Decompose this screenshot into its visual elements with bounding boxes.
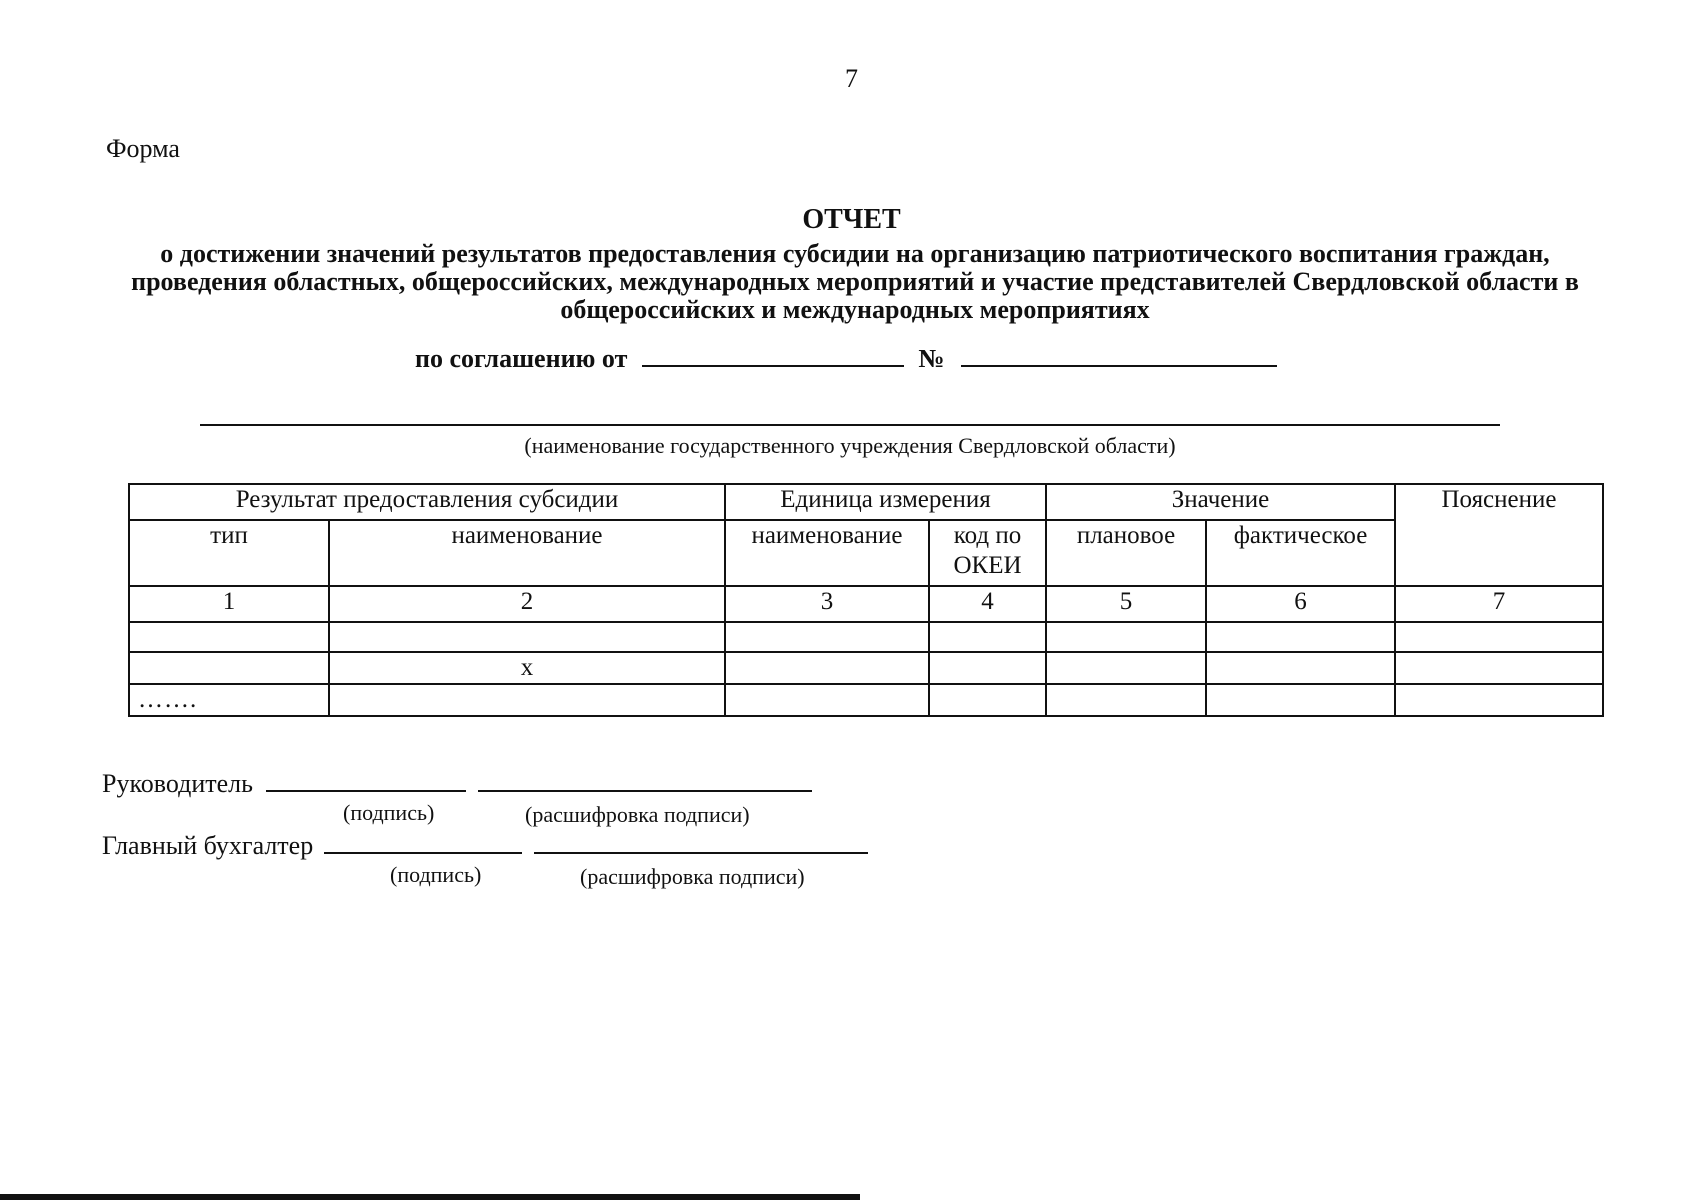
- header-okei: код по ОКЕИ: [929, 520, 1046, 586]
- column-number: 1: [129, 586, 329, 622]
- header-name: наименование: [329, 520, 725, 586]
- table-cell[interactable]: [1206, 652, 1395, 684]
- column-number: 2: [329, 586, 725, 622]
- table-cell[interactable]: [725, 652, 929, 684]
- column-number: 6: [1206, 586, 1395, 622]
- header-explanation: Пояснение: [1395, 484, 1603, 586]
- header-value: Значение: [1046, 484, 1395, 520]
- header-actual: фактическое: [1206, 520, 1395, 586]
- agreement-number-sign: №: [918, 344, 945, 373]
- agreement-prefix: по соглашению от: [415, 344, 628, 373]
- table-cell[interactable]: [1395, 622, 1603, 652]
- agreement-line: [415, 344, 1277, 374]
- table-row: [129, 652, 1603, 684]
- organization-name-field[interactable]: [200, 424, 1500, 426]
- header-type: тип: [129, 520, 329, 586]
- accountant-label: Главный бухгалтер: [102, 831, 314, 860]
- scan-edge-bar: [0, 1194, 860, 1200]
- report-table: [128, 483, 1604, 717]
- accountant-decoding-caption: (расшифровка подписи): [580, 864, 805, 889]
- accountant-signature-field[interactable]: [324, 830, 522, 854]
- table-cell[interactable]: [725, 622, 929, 652]
- table-row: [129, 622, 1603, 652]
- table-cell[interactable]: [1206, 684, 1395, 716]
- accountant-signature-caption: (подпись): [390, 862, 482, 887]
- accountant-decoding-field[interactable]: [534, 830, 868, 854]
- column-number: 4: [929, 586, 1046, 622]
- report-title: ОТЧЕТ: [802, 204, 901, 235]
- agreement-number-field[interactable]: [961, 345, 1277, 367]
- header-planned: плановое: [1046, 520, 1206, 586]
- column-number: 3: [725, 586, 929, 622]
- table-cell[interactable]: [929, 684, 1046, 716]
- table-cell[interactable]: х: [329, 652, 725, 684]
- table-cell[interactable]: [129, 652, 329, 684]
- form-label: Форма: [106, 134, 180, 163]
- head-label: Руководитель: [102, 769, 253, 798]
- column-number: 5: [1046, 586, 1206, 622]
- table-cell[interactable]: [1395, 684, 1603, 716]
- header-unit-name: наименование: [725, 520, 929, 586]
- head-decoding-field[interactable]: [478, 768, 812, 792]
- table-cell[interactable]: [1046, 684, 1206, 716]
- table-cell[interactable]: [329, 684, 725, 716]
- table-cell[interactable]: [329, 622, 725, 652]
- organization-caption: (наименование государственного учреждения Свердловской области): [524, 433, 1176, 458]
- table-cell[interactable]: [929, 622, 1046, 652]
- table-cell[interactable]: [725, 684, 929, 716]
- table-row: [129, 684, 1603, 716]
- head-signature-caption: (подпись): [343, 800, 435, 825]
- column-number: 7: [1395, 586, 1603, 622]
- table-cell[interactable]: [929, 652, 1046, 684]
- table-cell[interactable]: [1046, 622, 1206, 652]
- header-result: Результат предоставления субсидии: [129, 484, 725, 520]
- table-cell[interactable]: [1046, 652, 1206, 684]
- report-subtitle: о достижении значений результатов предоставления субсидии на организацию патриотического воспитания граждан, проведения областных, общероссийских, международных мероприятий и участие представителей Свердловской области в общероссийских и международных мероприятиях: [131, 239, 1579, 324]
- table-cell[interactable]: [129, 622, 329, 652]
- head-signature-row: [102, 768, 812, 799]
- table-cell[interactable]: [1206, 622, 1395, 652]
- page-number: 7: [845, 64, 858, 93]
- head-signature-field[interactable]: [266, 768, 466, 792]
- head-decoding-caption: (расшифровка подписи): [525, 802, 750, 827]
- header-unit: Единица измерения: [725, 484, 1046, 520]
- accountant-signature-row: [102, 830, 868, 861]
- agreement-date-field[interactable]: [642, 345, 904, 367]
- table-cell[interactable]: [1395, 652, 1603, 684]
- table-cell[interactable]: …….: [129, 684, 329, 716]
